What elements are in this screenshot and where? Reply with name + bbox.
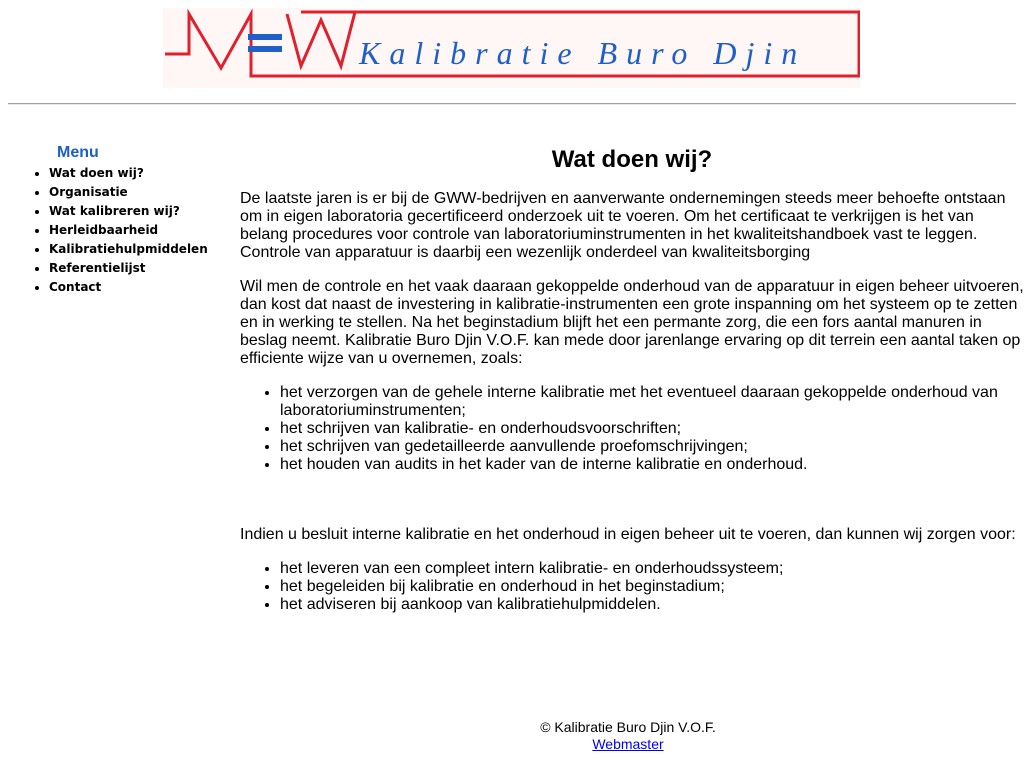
header-divider	[8, 103, 1016, 105]
menu-item-wat-doen-wij	[49, 164, 228, 183]
menu-item-referentielijst	[49, 259, 228, 278]
banner-graphic	[163, 8, 860, 88]
list-item: • het adviseren bij aankoop van kalibratiehulpmiddelen.	[280, 596, 1024, 614]
banner-company-name: Kalibratie Buro Djin	[359, 35, 807, 71]
list-item: • het begeleiden bij kalibratie en onderhoud in het beginstadium;	[280, 578, 1024, 596]
menu-item-wat-kalibreren-wij	[49, 202, 228, 221]
menu-link-organisatie[interactable]: Organisatie	[49, 185, 128, 199]
list-item: • het leveren van een compleet intern kalibratie- en onderhoudssysteem;	[280, 560, 1024, 578]
offer-list	[240, 560, 1024, 614]
logo-w-shape	[287, 12, 355, 66]
menu-link-referentielijst[interactable]: Referentielijst	[49, 261, 146, 275]
page-title: Wat doen wij?	[551, 146, 713, 173]
list-item: • het schrijven van kalibratie- en onderhoudsvoorschriften;	[280, 420, 1024, 438]
logo-equals-top	[248, 34, 282, 40]
menu-item-contact	[49, 278, 228, 297]
menu-item-kalibratiehulpmiddelen	[49, 240, 228, 259]
sidebar-menu	[28, 144, 228, 297]
services-list	[240, 384, 1024, 474]
menu-link-kalibratiehulpmiddelen[interactable]: Kalibratiehulpmiddelen	[49, 242, 208, 256]
menu-item-organisatie	[49, 183, 228, 202]
logo-equals-bottom	[248, 46, 282, 52]
menu-link-herleidbaarheid[interactable]: Herleidbaarheid	[49, 223, 159, 237]
offer-paragraph: Indien u besluit interne kalibratie en het onderhoud in eigen beheer uit te voeren, dan kunnen wij zorgen voor:	[240, 526, 1016, 543]
menu-link-wat-doen-wij[interactable]: Wat doen wij?	[49, 166, 144, 180]
services-intro-paragraph: Wil men de controle en het vaak daaraan gekoppelde onderhoud van de apparatuur in eigen beheer uitvoeren, dan kost dat naast de investering in kalibratie-instrumenten een grote inspanning om het systeem op te zetten en in werking te stellen. Na het beginstadium blijft het een permante zorg, die een fors aantal manuren in beslag neemt. Kalibratie Buro Djin V.O.F. kan mede door jarenlange ervaring op dit terrein een aantal taken op efficiente wijze van u overnemen, zoals:	[240, 278, 1024, 367]
menu-title: Menu	[57, 144, 99, 161]
intro-paragraph: De laatste jaren is er bij de GWW-bedrijven en aanverwante ondernemingen steeds meer behoefte ontstaan om in eigen laboratoria gecertificeerd onderzoek uit te voeren. Om het certificaat te verkrijgen is het van belang procedures voor controle van laboratoriuminstrumenten in het kwaliteitshandboek vast te leggen. Controle van apparatuur is daarbij een wezenlijk onderdeel van kwaliteitsborging	[240, 190, 1006, 261]
list-item: • het schrijven van gedetailleerde aanvullende proefomschrijvingen;	[280, 438, 1024, 456]
menu-list	[28, 164, 228, 297]
copyright-text: © Kalibratie Buro Djin V.O.F.	[540, 719, 716, 735]
list-item: • het houden van audits in het kader van de interne kalibratie en onderhoud.	[280, 456, 1024, 474]
menu-item-herleidbaarheid	[49, 221, 228, 240]
webmaster-link[interactable]: Webmaster	[592, 736, 664, 752]
company-banner-logo	[163, 8, 860, 88]
main-content	[240, 140, 1024, 630]
list-item: • het verzorgen van de gehele interne kalibratie met het eventueel daaraan gekoppelde onderhoud van laboratoriuminstrumenten;	[280, 384, 1024, 420]
page-footer	[240, 719, 1016, 753]
menu-link-wat-kalibreren-wij[interactable]: Wat kalibreren wij?	[49, 204, 180, 218]
menu-link-contact[interactable]: Contact	[49, 280, 102, 294]
content-spacer	[240, 490, 1024, 526]
